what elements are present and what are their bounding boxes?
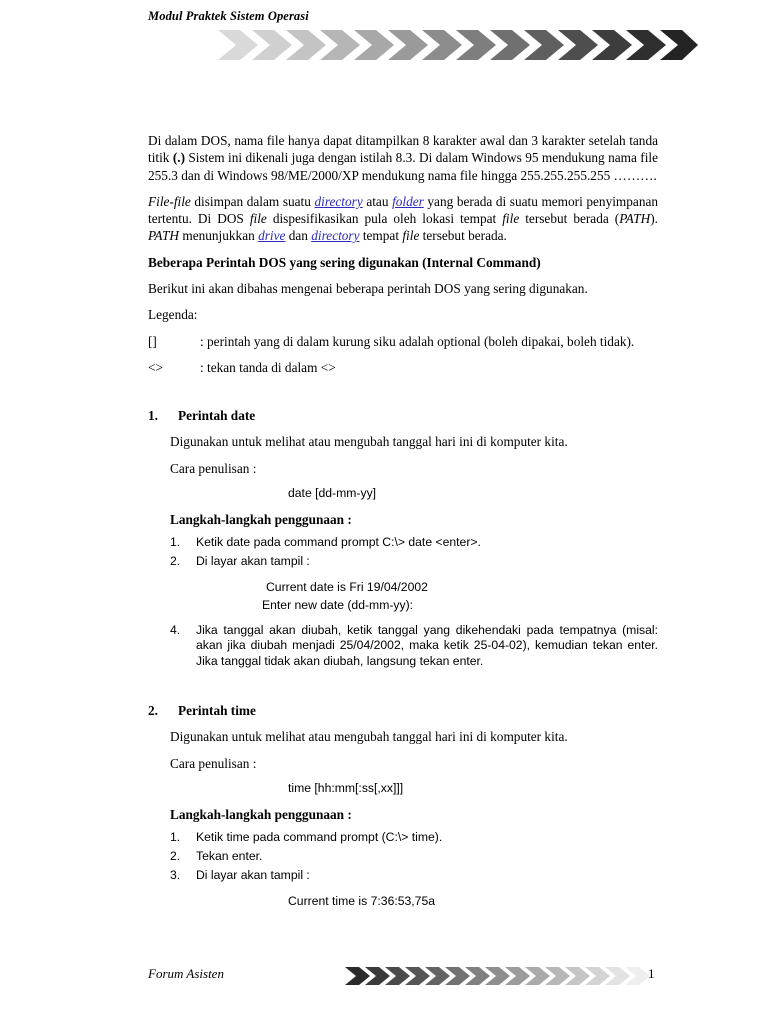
section-1-step-4-text: Jika tanggal akan diubah, ketik tanggal yang dikehendaki pada tempatnya (misal: akan jika diubah menjadi 25/04/2002, maka ketik 25-04-02), kemudian tekan enter. Jika tanggal tidak akan diubah, langsung tekan enter. (196, 622, 658, 669)
spacer-5 (148, 887, 658, 894)
section-1-step-2-number: 2. (170, 553, 181, 568)
para2-a: disimpan dalam suatu (190, 193, 315, 209)
legend-key-angle: <> (148, 359, 163, 375)
section-2-step-1-number: 1. (170, 830, 181, 845)
legend-title: Legenda: (148, 307, 198, 323)
para2-path1: PATH (619, 211, 651, 227)
para2-f: ). (650, 211, 658, 227)
decorative-chevron-band-bottom (345, 965, 650, 987)
section-1-step-2 (170, 554, 658, 570)
legend-value-angle: : tekan tanda di dalam <> (200, 359, 336, 375)
legend-key-brackets: [] (148, 333, 157, 349)
link-drive[interactable]: drive (258, 228, 286, 244)
document-header-title: Modul Praktek Sistem Operasi (148, 9, 309, 23)
section-2-step-3-number: 3. (170, 867, 181, 882)
para2-file2: file (249, 211, 267, 227)
para2-g: menunjukkan (179, 228, 259, 244)
section-heading-internal-command: Beberapa Perintah DOS yang sering digunakan (Internal Command) (148, 254, 541, 270)
section-1-title: Perintah date (178, 408, 256, 424)
para2-d: dispesifikasikan pula oleh lokasi tempat (266, 211, 503, 227)
section-2-steps-label: Langkah-langkah penggunaan : (170, 806, 352, 822)
section-2-screen-line-1: Current time is 7:36:53,75a (288, 893, 436, 908)
paragraph-intro-commands: Berikut ini akan dibahas mengenai beberapa perintah DOS yang sering digunakan. (148, 280, 588, 296)
paragraph-file-directory (148, 193, 658, 245)
section-2-step-3-text: Di layar akan tampil : (196, 867, 310, 882)
section-1-step-1-text: Ketik date pada command prompt C:\> date <enter>. (196, 535, 481, 550)
para2-j: tersebut berada. (419, 228, 507, 244)
footer-page-number: 1 (648, 966, 655, 981)
document-body (148, 132, 658, 912)
section-2-step-1-text: Ketik time pada command prompt (C:\> time). (196, 830, 443, 845)
paragraph-dos-filename (148, 132, 658, 184)
section-1-step-4-number: 4. (170, 622, 181, 637)
section-1-step-1 (170, 535, 658, 551)
link-directory-1[interactable]: directory (314, 193, 363, 209)
section-1-step-2-text: Di layar akan tampil : (196, 553, 310, 568)
section-1-syntax: date [dd-mm-yy] (288, 485, 377, 500)
spacer-2 (148, 573, 658, 580)
link-directory-2[interactable]: directory (311, 228, 360, 244)
legend-item-angle (148, 359, 658, 376)
section-2-heading (148, 702, 658, 719)
para1-text-b: Sistem ini dikenali juga dengan istilah 8.3. Di dalam Windows 95 mendukung nama file 255.3 dan di Windows 98/ME/2000/XP mendukung nama file hingga 255.255.255.255 ………. (148, 150, 658, 183)
section-1-step-1-number: 1. (170, 535, 181, 550)
section-1-step-4 (170, 623, 658, 671)
para2-path2: PATH (148, 228, 180, 244)
section-2-step-1 (170, 830, 658, 846)
spacer-4 (148, 673, 658, 695)
section-1-screen-line-2: Enter new date (dd-mm-yy): (262, 597, 414, 612)
section-2-step-2 (170, 849, 658, 865)
para2-i: tempat (359, 228, 403, 244)
section-2-description: Digunakan untuk melihat atau mengubah tanggal hari ini di komputer kita. (170, 729, 568, 745)
para2-b: atau (362, 193, 393, 209)
spacer-4b (148, 695, 658, 702)
document-footer (0, 958, 768, 998)
section-1-number: 1. (148, 408, 158, 424)
para2-e: tersebut berada ( (519, 211, 620, 227)
section-2-title: Perintah time (178, 703, 256, 719)
spacer-3 (148, 616, 658, 623)
para1-text-a: Di dalam DOS, nama file hanya dapat ditampilkan 8 karakter awal dan 3 karakter setelah tanda titik (148, 133, 658, 166)
spacer-1 (148, 385, 658, 407)
section-1-heading (148, 407, 658, 424)
section-1-steps-label: Langkah-langkah penggunaan : (170, 511, 352, 527)
para1-dot: (.) (172, 150, 186, 166)
section-2-step-2-number: 2. (170, 848, 181, 863)
legend-item-brackets (148, 333, 658, 350)
section-2-syntax: time [hh:mm[:ss[,xx]]] (288, 780, 404, 795)
section-2-cara-label: Cara penulisan : (170, 755, 257, 771)
section-2-step-2-text: Tekan enter. (196, 848, 263, 863)
section-2-number: 2. (148, 703, 158, 719)
footer-left-text: Forum Asisten (148, 966, 224, 981)
para2-file3: file (502, 211, 520, 227)
section-2-step-3 (170, 868, 658, 884)
para2-file: File-file (148, 193, 191, 209)
para2-file4: file (402, 228, 420, 244)
section-1-cara-label: Cara penulisan : (170, 460, 257, 476)
section-1-screen-line-1: Current date is Fri 19/04/2002 (266, 579, 428, 594)
link-folder[interactable]: folder (392, 193, 424, 209)
legend-value-brackets: : perintah yang di dalam kurung siku adalah optional (boleh dipakai, boleh tidak). (200, 333, 635, 349)
para2-c: yang berada di suatu memori penyimpanan tertentu. Di DOS (148, 193, 659, 227)
section-1-description: Digunakan untuk melihat atau mengubah tanggal hari ini di komputer kita. (170, 434, 568, 450)
decorative-chevron-band-top (218, 26, 698, 64)
para2-h: dan (285, 228, 312, 244)
